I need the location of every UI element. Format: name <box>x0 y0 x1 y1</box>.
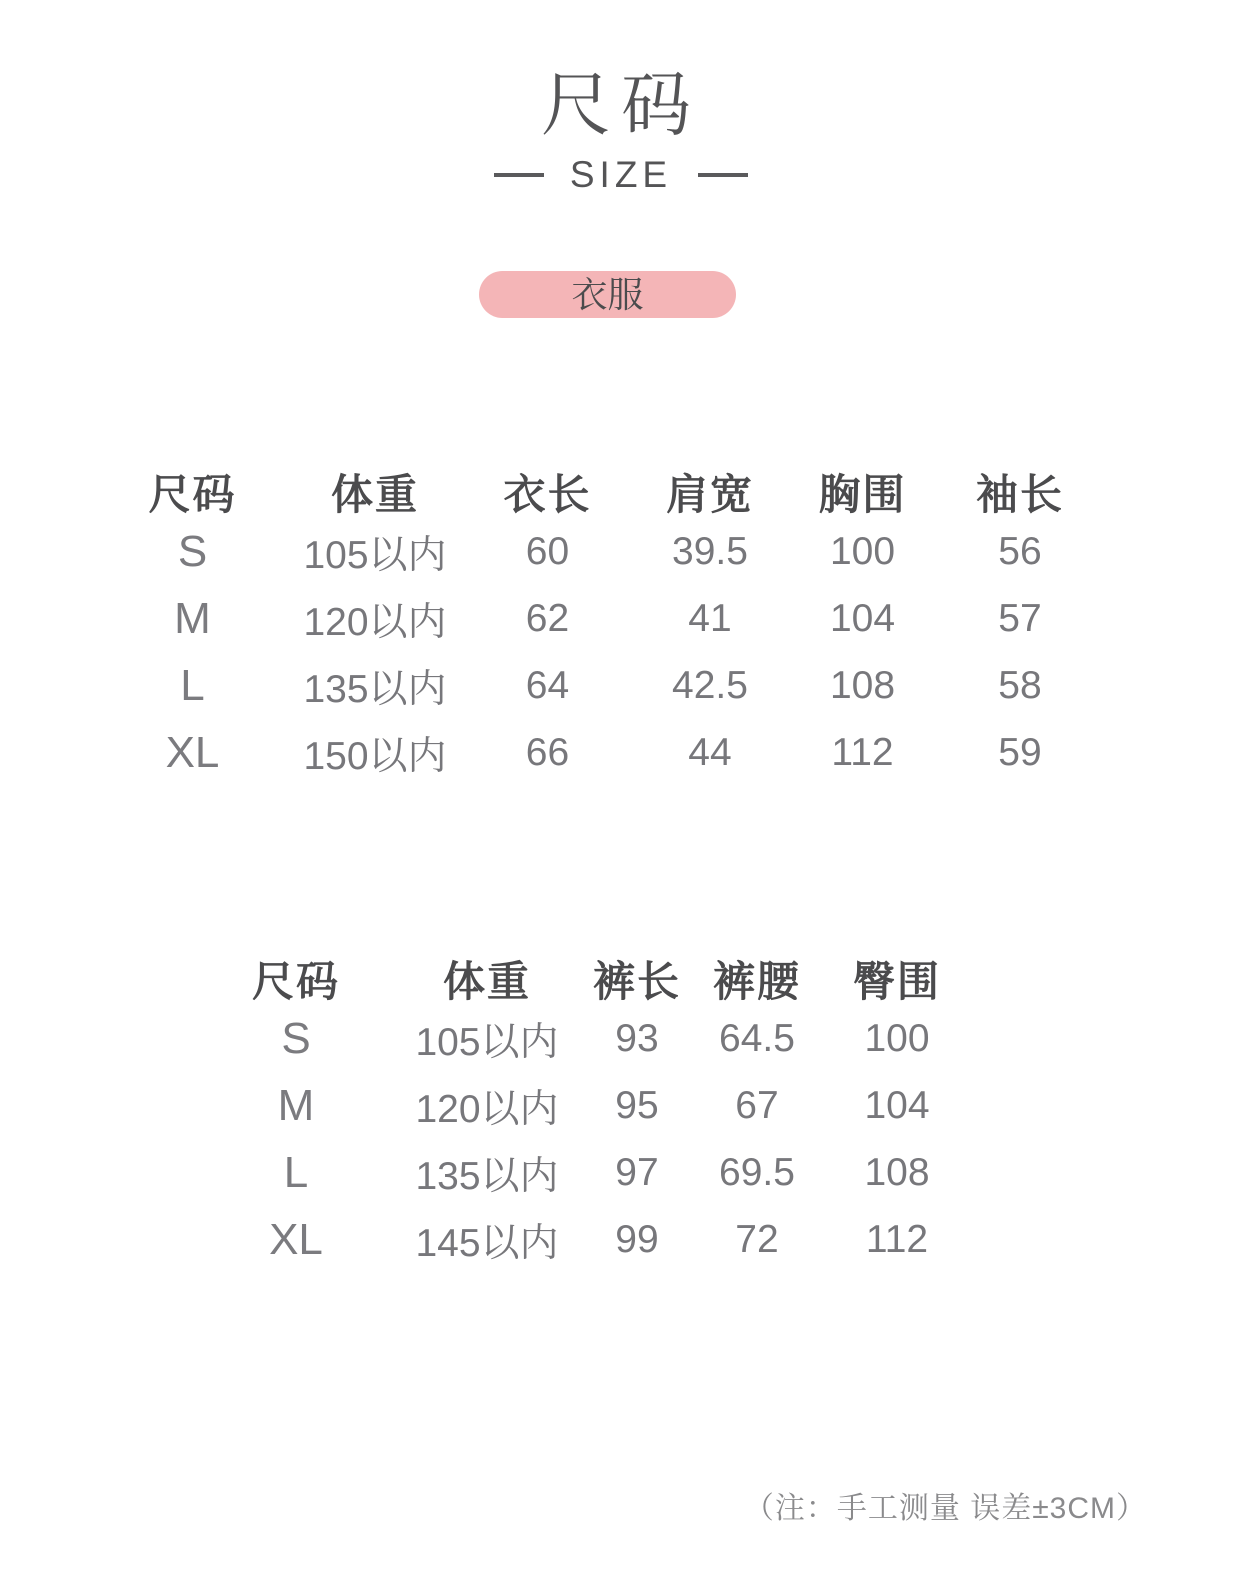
tops-table-header-row <box>100 462 1105 518</box>
value-cell: 105以内 <box>415 1020 559 1064</box>
tops-row-s <box>100 518 1105 585</box>
pants-header-length: 裤长 <box>592 958 681 1005</box>
value-cell: 97 <box>615 1150 659 1194</box>
value-cell: 60 <box>525 529 570 573</box>
value-cell: 108 <box>829 663 896 707</box>
value-cell: 100 <box>829 529 896 573</box>
value-cell: 42.5 <box>672 663 748 707</box>
value-cell: 69.5 <box>719 1150 795 1194</box>
tops-size-table <box>100 462 1105 786</box>
value-cell: 66 <box>525 730 570 774</box>
value-cell: 67 <box>735 1083 779 1127</box>
value-cell: 145以内 <box>415 1221 559 1265</box>
value-cell: 104 <box>829 596 896 640</box>
value-cell: 135以内 <box>415 1154 559 1198</box>
value-cell: 57 <box>998 596 1042 640</box>
pants-size-table <box>200 949 972 1273</box>
size-cell: M <box>277 1080 315 1130</box>
tops-header-bust: 胸围 <box>818 471 907 518</box>
tops-header-size: 尺码 <box>148 471 237 518</box>
value-cell: 56 <box>998 529 1042 573</box>
size-cell: M <box>174 593 211 643</box>
pants-header-weight: 体重 <box>442 958 531 1005</box>
size-cell: S <box>281 1013 311 1063</box>
pants-header-size: 尺码 <box>251 958 340 1005</box>
pants-row-l <box>200 1139 972 1206</box>
value-cell: 120以内 <box>303 600 447 644</box>
value-cell: 44 <box>688 730 732 774</box>
value-cell: 112 <box>831 730 894 774</box>
tops-header-sleeve: 袖长 <box>975 471 1064 518</box>
value-cell: 59 <box>998 730 1042 774</box>
value-cell: 135以内 <box>303 667 447 711</box>
pants-header-waist: 裤腰 <box>712 958 801 1005</box>
measurement-note: （注：手工测量 误差±3CM） <box>743 1492 1147 1525</box>
pants-row-s <box>200 1005 972 1072</box>
tops-header-shoulder: 肩宽 <box>665 471 754 518</box>
size-cell: L <box>283 1147 309 1197</box>
value-cell: 93 <box>615 1016 659 1060</box>
pants-row-m <box>200 1072 972 1139</box>
subtitle-dash-right <box>698 173 748 177</box>
subtitle-text: SIZE <box>569 154 673 195</box>
value-cell: 112 <box>865 1217 929 1261</box>
page-subtitle <box>0 156 1242 193</box>
size-cell: XL <box>165 727 220 777</box>
value-cell: 41 <box>688 596 732 640</box>
value-cell: 58 <box>998 663 1042 707</box>
page-title: 尺码 <box>541 66 701 144</box>
value-cell: 100 <box>864 1016 930 1060</box>
value-cell: 120以内 <box>415 1087 559 1131</box>
value-cell: 99 <box>615 1217 659 1261</box>
tops-header-weight: 体重 <box>330 471 419 518</box>
tops-row-m <box>100 585 1105 652</box>
value-cell: 39.5 <box>672 529 748 573</box>
value-cell: 105以内 <box>303 533 447 577</box>
value-cell: 108 <box>864 1150 930 1194</box>
size-cell: XL <box>269 1214 323 1264</box>
tops-row-xl <box>100 719 1105 786</box>
value-cell: 64 <box>525 663 570 707</box>
pants-row-xl <box>200 1206 972 1273</box>
value-cell: 72 <box>735 1217 779 1261</box>
value-cell: 95 <box>615 1083 659 1127</box>
size-cell: S <box>177 526 208 576</box>
value-cell: 104 <box>864 1083 930 1127</box>
pants-table-header-row <box>200 949 972 1005</box>
clothes-category-badge: 衣服 <box>479 271 736 318</box>
value-cell: 64.5 <box>719 1016 795 1060</box>
subtitle-dash-left <box>494 173 544 177</box>
pants-header-hip: 臀围 <box>852 958 941 1005</box>
value-cell: 62 <box>525 596 570 640</box>
tops-row-l <box>100 652 1105 719</box>
size-cell: L <box>180 660 205 710</box>
value-cell: 150以内 <box>303 734 447 778</box>
tops-header-length: 衣长 <box>503 471 592 518</box>
